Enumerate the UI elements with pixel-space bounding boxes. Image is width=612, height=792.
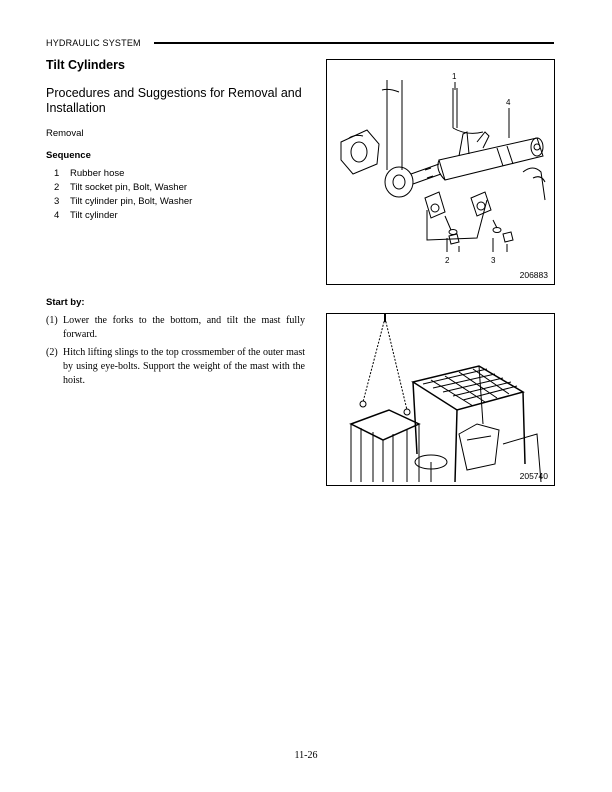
sequence-item (54, 167, 192, 181)
sequence-item-number: 3 (54, 196, 60, 207)
start-by-label: Start by: (46, 297, 85, 308)
step-number: (2) (46, 347, 58, 358)
step-item (46, 314, 305, 342)
callout-2: 2 (445, 256, 450, 265)
figure-number: 206883 (519, 270, 548, 280)
sequence-item (54, 195, 192, 209)
tilt-cylinder-illustration (327, 60, 554, 284)
sequence-label: Sequence (46, 150, 91, 161)
step-number: (1) (46, 315, 58, 326)
step-text: Hitch lifting slings to the top crossmember of the outer mast by using eye-bolts. Support the weight of the mast with the hoist. (63, 347, 305, 386)
header-rule (154, 42, 554, 44)
step-text: Lower the forks to the bottom, and tilt the mast fully forward. (63, 315, 305, 340)
mast-hoist-figure (326, 313, 555, 486)
sequence-item (54, 181, 192, 195)
page-number: 11-26 (294, 750, 318, 761)
sequence-item-number: 2 (54, 182, 60, 193)
tilt-cylinder-figure (326, 59, 555, 285)
sequence-item-text: Tilt socket pin, Bolt, Washer (70, 182, 188, 193)
removal-label: Removal (46, 128, 84, 139)
page-title: Tilt Cylinders (46, 58, 125, 72)
section-subtitle: Procedures and Suggestions for Removal and Installation (46, 86, 302, 115)
sequence-list (54, 167, 192, 223)
callout-3: 3 (491, 256, 496, 265)
running-header (46, 38, 554, 50)
sequence-item (54, 209, 192, 223)
sequence-item-text: Tilt cylinder pin, Bolt, Washer (70, 196, 193, 207)
header-title: HYDRAULIC SYSTEM (46, 38, 141, 48)
sequence-item-text: Tilt cylinder (70, 210, 118, 221)
step-item (46, 346, 305, 388)
mast-hoist-illustration (327, 314, 554, 485)
figure-number: 205740 (519, 471, 548, 481)
sequence-item-number: 1 (54, 168, 60, 179)
callout-1: 1 (452, 72, 457, 81)
callout-4: 4 (506, 98, 511, 107)
start-by-steps (46, 314, 305, 392)
sequence-item-number: 4 (54, 210, 60, 221)
sequence-item-text: Rubber hose (70, 168, 125, 179)
